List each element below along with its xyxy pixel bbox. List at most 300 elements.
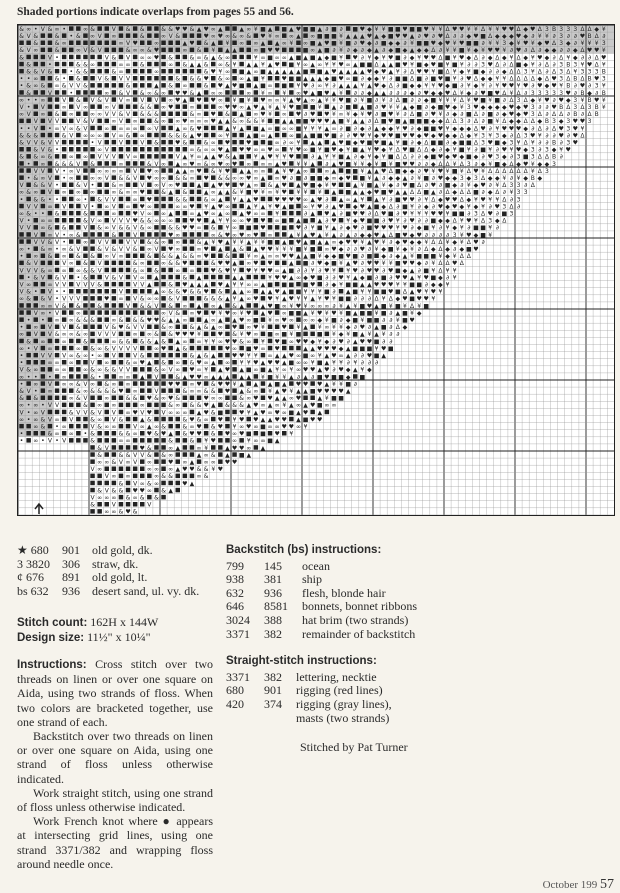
svg-text:¥: ¥	[232, 423, 237, 431]
svg-text:♥: ♥	[473, 96, 479, 104]
svg-text:◆: ◆	[516, 104, 521, 111]
svg-text:3: 3	[509, 139, 514, 147]
svg-text:♥: ♥	[359, 246, 366, 253]
svg-text:◆: ◆	[395, 238, 401, 246]
svg-text:&: &	[111, 274, 117, 282]
svg-text:&: &	[76, 324, 81, 332]
svg-text:∞: ∞	[153, 217, 159, 225]
svg-text:■: ■	[309, 40, 316, 48]
svg-text:∞: ∞	[217, 395, 223, 403]
svg-text:¥: ¥	[332, 153, 336, 161]
svg-text:▲: ▲	[246, 68, 252, 76]
svg-text:•: •	[69, 89, 74, 97]
svg-text:■: ■	[395, 132, 401, 140]
svg-text:¥: ¥	[317, 324, 322, 332]
svg-text:♥: ♥	[217, 423, 224, 431]
svg-text:∞: ∞	[267, 160, 273, 168]
svg-text:Δ: Δ	[473, 139, 479, 147]
svg-text:&: &	[189, 75, 195, 83]
svg-text:&: &	[97, 388, 102, 395]
svg-text:&: &	[253, 118, 259, 126]
svg-text:∞: ∞	[61, 331, 67, 339]
svg-text:∞: ∞	[288, 132, 294, 140]
svg-text:◆: ◆	[516, 160, 521, 168]
svg-text:¥: ¥	[530, 139, 535, 147]
svg-text:B: B	[573, 111, 578, 119]
svg-text:Δ: Δ	[502, 167, 507, 175]
svg-text:3: 3	[509, 182, 514, 190]
svg-text:♥: ♥	[572, 132, 579, 140]
svg-text:&: &	[118, 175, 124, 182]
svg-text:■: ■	[302, 47, 309, 55]
instructions-para-4: Work French knot where ● appears at intersecting grid lines, using one strand 3371/382 and wrapping floss around needle once.	[17, 814, 213, 871]
svg-text:♥: ♥	[586, 47, 593, 55]
svg-text:◆: ◆	[324, 260, 330, 268]
svg-text:3: 3	[466, 160, 471, 168]
svg-text:♥: ♥	[565, 146, 571, 154]
svg-text:¥: ¥	[452, 274, 457, 282]
svg-text:∞: ∞	[246, 324, 252, 332]
svg-text:■: ■	[281, 217, 288, 225]
svg-text:▲: ▲	[352, 274, 358, 282]
svg-text:Δ: Δ	[473, 125, 479, 133]
legend-row	[17, 571, 211, 585]
svg-text:∂: ∂	[509, 153, 514, 161]
svg-text:■: ■	[416, 111, 422, 119]
svg-text:♥: ♥	[167, 231, 174, 239]
svg-text:&: &	[97, 444, 102, 452]
svg-text:∂: ∂	[552, 96, 556, 104]
svg-text:V: V	[33, 139, 38, 147]
svg-text:∞: ∞	[19, 96, 25, 104]
svg-text:▲: ▲	[345, 33, 351, 40]
svg-text:∞: ∞	[132, 331, 138, 339]
svg-text:V: V	[76, 160, 81, 168]
svg-text:■: ■	[494, 139, 501, 147]
svg-text:∂: ∂	[374, 111, 379, 119]
svg-text:∞: ∞	[210, 146, 216, 154]
svg-text:♥: ♥	[593, 96, 600, 104]
svg-text:◆: ◆	[594, 25, 599, 33]
svg-text:▲: ▲	[367, 167, 372, 175]
svg-text:B: B	[594, 111, 599, 119]
svg-text:&: &	[33, 153, 39, 161]
svg-text:♥: ♥	[267, 47, 273, 55]
svg-text:♥: ♥	[501, 25, 508, 33]
svg-text:♥: ♥	[146, 196, 153, 204]
svg-text:◆: ◆	[438, 217, 443, 225]
svg-text:◆: ◆	[445, 146, 450, 154]
svg-text:♥: ♥	[302, 380, 309, 388]
svg-text:¥: ¥	[261, 324, 265, 332]
svg-text:&: &	[161, 487, 166, 495]
svg-text:∂: ∂	[552, 61, 556, 69]
svg-text:▲: ▲	[360, 281, 365, 289]
svg-text:V: V	[76, 82, 81, 90]
svg-text:¥: ¥	[410, 40, 414, 48]
svg-text:◆: ◆	[374, 54, 379, 62]
svg-text:V: V	[111, 253, 116, 261]
svg-text:◆: ◆	[381, 82, 386, 90]
svg-text:&: &	[210, 409, 216, 417]
svg-text:¥: ¥	[253, 54, 258, 62]
svg-text:∂: ∂	[453, 246, 457, 253]
svg-text:♥: ♥	[182, 331, 188, 339]
svg-text:◆: ◆	[381, 33, 386, 40]
svg-text:•: •	[76, 274, 81, 282]
svg-text:V: V	[104, 153, 109, 161]
svg-text:∞: ∞	[324, 167, 330, 175]
svg-text:■: ■	[324, 33, 330, 40]
svg-text:∂: ∂	[339, 125, 343, 133]
svg-text:∞: ∞	[146, 125, 152, 133]
svg-text:▲: ▲	[296, 388, 301, 395]
svg-text:▲: ▲	[239, 295, 244, 303]
svg-text:∞: ∞	[90, 33, 96, 40]
svg-text:■: ■	[238, 96, 245, 104]
svg-text:Δ: Δ	[530, 75, 535, 83]
svg-text:▲: ▲	[232, 317, 237, 324]
svg-text:∂: ∂	[332, 302, 336, 310]
svg-text:♥: ♥	[260, 224, 266, 232]
design-size-label: Design size:	[17, 632, 85, 644]
svg-text:∂: ∂	[396, 331, 400, 339]
svg-text:¥: ¥	[211, 338, 216, 346]
svg-text:▲: ▲	[331, 118, 337, 126]
svg-text:▲: ▲	[296, 416, 301, 424]
svg-text:▲: ▲	[296, 68, 301, 76]
svg-text:∞: ∞	[161, 260, 167, 268]
svg-text:&: &	[196, 402, 202, 410]
svg-text:♥: ♥	[430, 40, 437, 48]
svg-text:∞: ∞	[224, 359, 230, 367]
svg-text:◆: ◆	[431, 132, 436, 140]
svg-text:♥: ♥	[366, 352, 373, 360]
svg-text:▲: ▲	[189, 459, 195, 466]
svg-text:◆: ◆	[480, 68, 486, 76]
svg-text:¥: ¥	[218, 167, 223, 175]
svg-text:■: ■	[295, 125, 302, 133]
svg-text:♥: ♥	[146, 167, 153, 175]
svg-text:▲: ▲	[210, 373, 216, 381]
svg-text:■: ■	[416, 61, 422, 69]
svg-text:Δ: Δ	[480, 210, 486, 218]
svg-text:▲: ▲	[218, 118, 223, 126]
svg-text:V: V	[83, 224, 88, 232]
svg-text:▲: ▲	[345, 388, 351, 395]
svg-text:▲: ▲	[225, 295, 230, 303]
svg-text:♥: ♥	[317, 118, 323, 126]
svg-text:¥: ¥	[466, 47, 471, 55]
svg-text:¥: ¥	[488, 40, 493, 48]
svg-text:&: &	[189, 89, 195, 97]
svg-text:&: &	[111, 459, 117, 466]
svg-text:¥: ¥	[310, 267, 315, 275]
svg-text:∞: ∞	[153, 68, 159, 76]
svg-text:V: V	[104, 473, 109, 481]
svg-text:∞: ∞	[324, 324, 330, 332]
svg-text:◆: ◆	[509, 40, 514, 48]
straight-stitch-row	[226, 698, 406, 712]
svg-text:▲: ▲	[317, 25, 323, 33]
svg-text:◆: ◆	[445, 132, 450, 140]
svg-text:&: &	[83, 402, 88, 410]
svg-text:¥: ¥	[261, 338, 265, 346]
svg-text:∞: ∞	[161, 160, 167, 168]
svg-text:∞: ∞	[139, 260, 145, 268]
svg-text:V: V	[97, 331, 102, 339]
svg-text:∂: ∂	[403, 111, 407, 119]
svg-text:■: ■	[380, 189, 387, 197]
svg-text:▲: ▲	[253, 409, 259, 417]
svg-text:&: &	[196, 416, 202, 424]
svg-text:V: V	[111, 153, 116, 161]
svg-text:♥: ♥	[423, 132, 429, 140]
svg-text:♥: ♥	[508, 104, 515, 111]
svg-text:∞: ∞	[274, 331, 280, 339]
svg-text:¥: ¥	[303, 302, 308, 310]
svg-text:&: &	[97, 224, 102, 232]
svg-text:∞: ∞	[61, 40, 67, 48]
svg-text:¥: ¥	[459, 224, 464, 232]
svg-text:■: ■	[466, 246, 472, 253]
svg-text:&: &	[239, 395, 244, 403]
svg-text:◆: ◆	[438, 196, 443, 204]
svg-text:∂: ∂	[580, 111, 585, 119]
svg-text:∞: ∞	[111, 210, 117, 218]
svg-text:♥: ♥	[182, 281, 188, 289]
svg-text:∞: ∞	[288, 33, 294, 40]
svg-text:¥: ¥	[232, 281, 237, 289]
svg-text:&: &	[246, 33, 252, 40]
svg-text:■: ■	[466, 153, 472, 161]
svg-text:∂: ∂	[396, 210, 400, 218]
svg-text:&: &	[203, 160, 209, 168]
svg-text:V: V	[175, 153, 180, 161]
svg-text:V: V	[33, 260, 38, 268]
svg-text:∞: ∞	[146, 466, 152, 474]
svg-text:∞: ∞	[253, 331, 259, 339]
svg-text:∞: ∞	[61, 380, 67, 388]
svg-text:&: &	[196, 238, 202, 246]
svg-text:■: ■	[458, 210, 465, 218]
svg-text:&: &	[203, 388, 209, 395]
svg-text:&: &	[26, 210, 31, 218]
svg-text:∞: ∞	[168, 96, 174, 104]
svg-text:∞: ∞	[139, 47, 145, 55]
svg-text:♥: ♥	[317, 196, 323, 204]
svg-text:■: ■	[409, 182, 415, 190]
svg-text:¥: ¥	[239, 309, 244, 317]
svg-text:■: ■	[338, 118, 344, 126]
svg-text:♥: ♥	[324, 132, 330, 140]
svg-text:♥: ♥	[274, 288, 280, 296]
svg-text:♥: ♥	[189, 40, 195, 48]
svg-text:•: •	[19, 324, 24, 332]
svg-text:■: ■	[409, 25, 415, 33]
svg-text:&: &	[154, 118, 159, 126]
svg-text:V: V	[47, 118, 53, 126]
svg-text:&: &	[139, 352, 145, 360]
svg-text:▲: ▲	[281, 288, 287, 296]
svg-text:Δ: Δ	[473, 118, 479, 126]
svg-text:∞: ∞	[118, 373, 124, 381]
svg-text:∂: ∂	[389, 338, 393, 346]
svg-text:∂: ∂	[424, 260, 428, 268]
svg-text:▲: ▲	[352, 182, 358, 190]
svg-text:▲: ▲	[239, 380, 244, 388]
svg-text:∂: ∂	[389, 238, 393, 246]
svg-text:¥: ¥	[339, 302, 343, 310]
svg-text:♥: ♥	[260, 217, 266, 225]
svg-text:∞: ∞	[153, 423, 159, 431]
svg-text:■: ■	[295, 104, 302, 111]
svg-text:¥: ¥	[310, 224, 315, 232]
svg-text:▲: ▲	[239, 167, 244, 175]
svg-text:¥: ¥	[445, 47, 450, 55]
anchor-number: 381	[264, 572, 282, 587]
svg-text:•: •	[19, 196, 24, 204]
stitch-area: rigging (red lines)	[296, 683, 383, 698]
svg-text:♥: ♥	[579, 82, 586, 90]
svg-text:◆: ◆	[452, 238, 457, 246]
svg-text:■: ■	[345, 139, 351, 147]
svg-text:¥: ¥	[332, 331, 336, 339]
svg-text:■: ■	[416, 40, 422, 48]
svg-text:♥: ♥	[231, 324, 238, 332]
svg-text:∞: ∞	[295, 359, 301, 367]
svg-text:∞: ∞	[189, 423, 195, 431]
svg-text:&: &	[203, 352, 209, 360]
svg-text:3: 3	[601, 40, 606, 48]
svg-text:∞: ∞	[61, 373, 67, 381]
svg-text:Δ: Δ	[495, 54, 500, 62]
svg-text:♥: ♥	[274, 274, 280, 282]
svg-text:∂: ∂	[460, 111, 464, 119]
svg-text:&: &	[26, 338, 31, 346]
svg-text:¥: ¥	[367, 54, 372, 62]
svg-text:♥: ♥	[139, 359, 145, 367]
svg-text:♥: ♥	[246, 146, 252, 154]
svg-text:♥: ♥	[246, 175, 252, 182]
svg-text:¥: ¥	[395, 104, 400, 111]
svg-text:◆: ◆	[345, 366, 351, 374]
svg-text:∞: ∞	[310, 317, 316, 324]
svg-text:♥: ♥	[423, 89, 429, 97]
svg-text:∞: ∞	[239, 33, 245, 40]
svg-text:V: V	[40, 352, 45, 360]
svg-text:∂: ∂	[424, 75, 428, 83]
svg-text:∂: ∂	[325, 160, 329, 168]
svg-text:▲: ▲	[296, 409, 301, 417]
svg-text:¥: ¥	[445, 210, 450, 218]
svg-text:▲: ▲	[175, 444, 181, 452]
svg-text:♥: ♥	[601, 54, 607, 62]
svg-text:V: V	[40, 68, 45, 76]
svg-text:V: V	[40, 104, 45, 111]
svg-text:■: ■	[309, 238, 316, 246]
svg-text:♥: ♥	[175, 89, 181, 97]
svg-text:∞: ∞	[132, 153, 138, 161]
svg-text:▲: ▲	[317, 47, 323, 55]
svg-text:♥: ♥	[295, 302, 302, 310]
svg-text:▲: ▲	[239, 366, 244, 374]
svg-text:▲: ▲	[253, 82, 259, 90]
svg-text:&: &	[83, 82, 88, 90]
svg-text:&: &	[19, 153, 24, 161]
svg-text:∞: ∞	[274, 175, 280, 182]
svg-text:∞: ∞	[111, 338, 117, 346]
svg-text:¥: ¥	[232, 196, 237, 204]
svg-text:¥: ¥	[253, 238, 258, 246]
svg-text:■: ■	[345, 40, 351, 48]
svg-text:■: ■	[416, 118, 422, 126]
svg-text:3: 3	[495, 153, 500, 161]
svg-text:♥: ♥	[267, 146, 273, 154]
svg-text:¥: ¥	[495, 75, 500, 83]
svg-text:∂: ∂	[389, 75, 393, 83]
svg-text:◆: ◆	[409, 238, 415, 246]
svg-text:■: ■	[473, 68, 479, 76]
svg-text:■: ■	[373, 217, 380, 225]
svg-text:♥: ♥	[473, 238, 479, 246]
svg-text:∞: ∞	[40, 175, 46, 182]
svg-text:B: B	[601, 68, 606, 76]
svg-text:∞: ∞	[182, 203, 188, 211]
svg-text:∞: ∞	[68, 153, 74, 161]
svg-text:■: ■	[345, 189, 351, 197]
svg-text:¥: ¥	[275, 153, 280, 161]
svg-text:∂: ∂	[353, 96, 357, 104]
svg-text:♥: ♥	[196, 380, 202, 388]
svg-text:▲: ▲	[310, 295, 315, 303]
svg-text:∂: ∂	[460, 33, 464, 40]
svg-text:■: ■	[274, 302, 280, 310]
svg-text:▲: ▲	[267, 61, 273, 69]
svg-text:Δ: Δ	[516, 75, 521, 83]
svg-text:∂: ∂	[410, 175, 414, 182]
svg-text:♥: ♥	[288, 196, 295, 204]
svg-text:▲: ▲	[338, 68, 344, 76]
svg-text:¥: ¥	[310, 203, 315, 211]
svg-text:♥: ♥	[331, 352, 337, 360]
svg-text:▲: ▲	[154, 274, 159, 282]
svg-text:¥: ¥	[367, 288, 372, 296]
svg-text:■: ■	[238, 82, 245, 90]
svg-text:♥: ♥	[437, 132, 444, 140]
svg-text:Δ: Δ	[594, 33, 599, 40]
svg-text:V: V	[26, 111, 31, 119]
svg-text:∞: ∞	[196, 54, 202, 62]
svg-text:▲: ▲	[324, 68, 330, 76]
svg-text:∞: ∞	[182, 459, 188, 466]
svg-text:◆: ◆	[431, 118, 436, 126]
svg-text:∞: ∞	[26, 25, 32, 33]
svg-text:▲: ▲	[260, 416, 266, 424]
svg-text:◆: ◆	[423, 61, 429, 69]
svg-text:■: ■	[309, 175, 316, 182]
svg-text:&: &	[26, 132, 31, 140]
svg-text:▲: ▲	[267, 68, 273, 76]
svg-text:¥: ¥	[410, 309, 414, 317]
svg-text:¥: ¥	[282, 402, 287, 410]
svg-text:¥: ¥	[395, 125, 400, 133]
svg-text:&: &	[218, 231, 223, 239]
svg-text:¥: ¥	[374, 309, 379, 317]
svg-text:¥: ¥	[367, 175, 372, 182]
svg-text:¥: ¥	[381, 25, 386, 33]
svg-text:∞: ∞	[161, 175, 167, 182]
